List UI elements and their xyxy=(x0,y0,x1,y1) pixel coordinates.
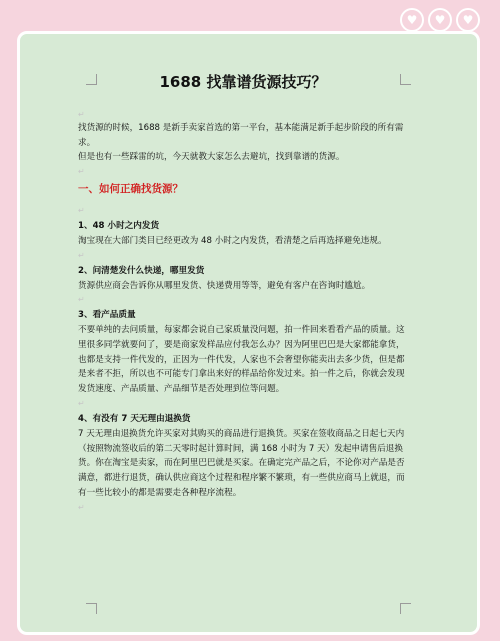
tip-3-body: 不要单纯的去问质量，每家都会说自己家质量没问题，拍一件回来看看产品的质量。这里很多同学就要问了，要是商家发样品应付我怎么办？因为阿里巴巴是大家都能拿货，也都是支持一件代发的，正因为一件代发，人家也不会奢望你能卖出去多少货，但是都是来者不拒，所以也不可能专门拿出来好的样品给你发过来。拍一件之后，你就会发现发货速度、产品质量、产品细节是否处理到位等问题。 xyxy=(78,325,405,395)
intro-paragraph-2: 但是也有一些踩雷的坑，今天就教大家怎么去避坑，找到靠谱的货源。 xyxy=(78,152,345,163)
intro-paragraph: 找货源的时候，1688 是新手卖家首选的第一平台，基本能满足新手起步阶段的所有需求。 xyxy=(78,122,404,148)
tip-2-body: 货源供应商会告诉你从哪里发货、快递费用等等，避免有客户在咨询时尴尬。 xyxy=(78,280,371,291)
paragraph-mark: ↵ xyxy=(78,399,85,408)
margin-corner-mark xyxy=(400,603,411,614)
heart-icon: ♥ xyxy=(456,8,480,32)
tip-4-body: 7 天无理由退换货允许买家对其购买的商品进行退换货。买家在签收商品之日起七天内（按照物流签收后的第二天零时起计算时间，满 168 小时为 7 天）发起申请售后退换货。你在淘宝是卖家，而在阿里巴巴就是买家。在确定完产品之后，不论你对产品是否满意，都进行退货，确认供应商这个过程和程序繁不繁琐，有一些供应商马上就退，而有一些比较小的都是需要走各种程序流程。 xyxy=(78,428,405,498)
document-body xyxy=(78,68,408,514)
paragraph-mark: ↵ xyxy=(78,206,85,216)
tip-1-body: 淘宝现在大部门类目已经更改为 48 小时之内发货，看清楚之后再选择避免违规。 xyxy=(78,235,387,246)
document-title: 1688 找靠谱货源技巧？ xyxy=(159,73,327,91)
tip-1-title: 1、48 小时之内发货 xyxy=(78,221,160,232)
paragraph-mark: ↵ xyxy=(78,295,85,305)
heart-decoration xyxy=(400,8,480,32)
tip-3-title: 3、看产品质量 xyxy=(78,310,136,321)
paragraph-mark: ↵ xyxy=(78,502,85,512)
tip-4-title: 4、有没有 7 天无理由退换货 xyxy=(78,414,191,424)
heart-icon: ♥ xyxy=(428,8,452,32)
paragraph-mark: ↵ xyxy=(78,250,85,260)
section-heading: 一、如何正确找货源？ xyxy=(78,183,183,196)
tip-2-title: 2、问清楚发什么快递，哪里发货 xyxy=(78,265,205,276)
paragraph-mark: ↵ xyxy=(78,167,85,177)
paragraph-mark: ↵ xyxy=(78,109,85,119)
heart-icon: ♥ xyxy=(400,8,424,32)
margin-corner-mark xyxy=(86,603,97,614)
